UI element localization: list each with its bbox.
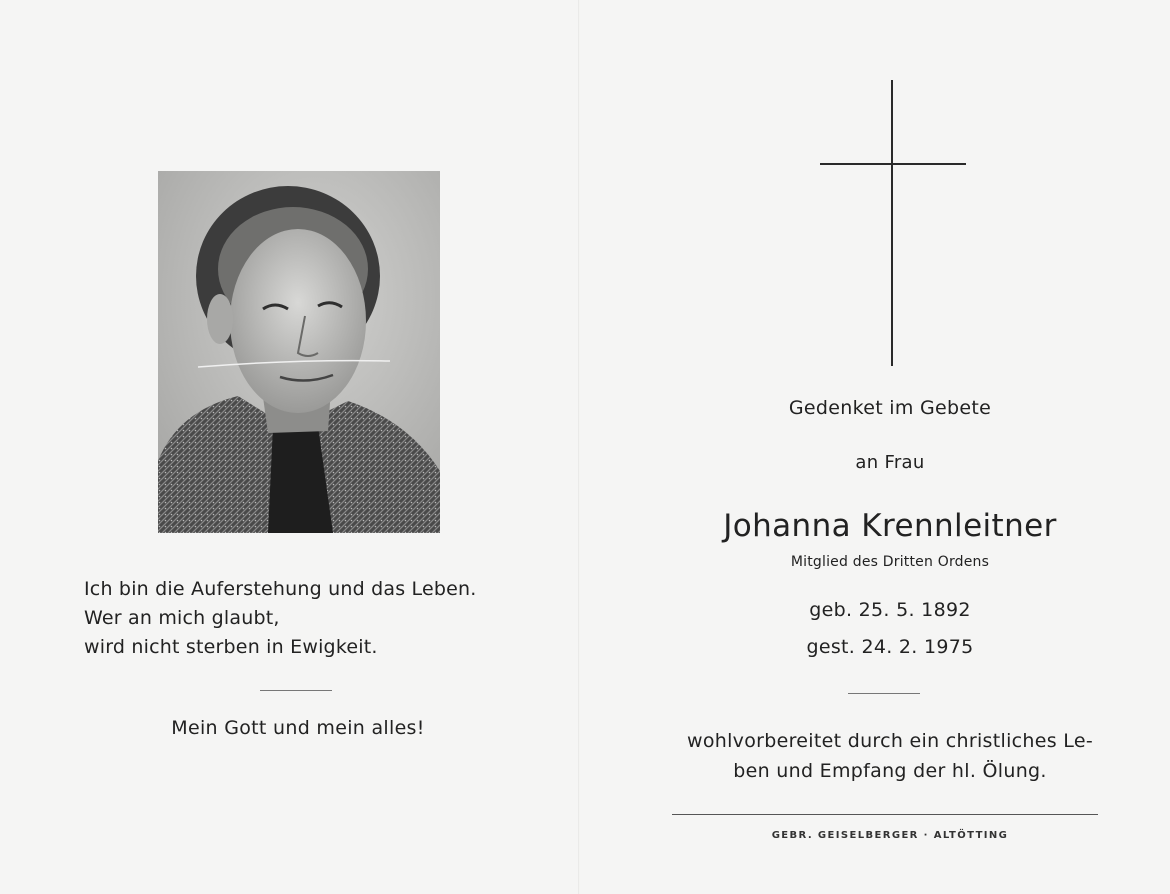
prepared-text <box>640 726 1140 786</box>
cross-icon-bar <box>820 163 966 165</box>
verse-line: Wer an mich glaubt, <box>84 607 280 629</box>
prepared-line: wohlvorbereitet durch ein christliches Le- <box>687 730 1093 752</box>
portrait-photo <box>158 171 440 533</box>
birth-date: geb. 25. 5. 1892 <box>809 599 971 621</box>
printer-imprint: GEBR. GEISELBERGER · ALTÖTTING <box>771 830 1009 841</box>
right-divider <box>848 693 920 694</box>
verse-line: wird nicht sterben in Ewigkeit. <box>84 636 378 658</box>
death-date: gest. 24. 2. 1975 <box>806 636 974 658</box>
prepared-line: ben und Empfang der hl. Ölung. <box>733 760 1047 782</box>
left-divider <box>260 690 332 691</box>
left-panel <box>0 0 580 894</box>
salutation: an Frau <box>855 452 925 473</box>
motto: Mein Gott und mein alles! <box>171 717 425 739</box>
footer-rule <box>672 814 1098 815</box>
cross-icon <box>891 80 893 366</box>
verse-line: Ich bin die Auferstehung und das Leben. <box>84 578 477 600</box>
memorial-heading: Gedenket im Gebete <box>788 397 992 419</box>
deceased-name: Johanna Krennleitner <box>723 508 1057 544</box>
membership-note: Mitglied des Dritten Ordens <box>790 554 990 570</box>
scripture-verse <box>84 575 544 662</box>
